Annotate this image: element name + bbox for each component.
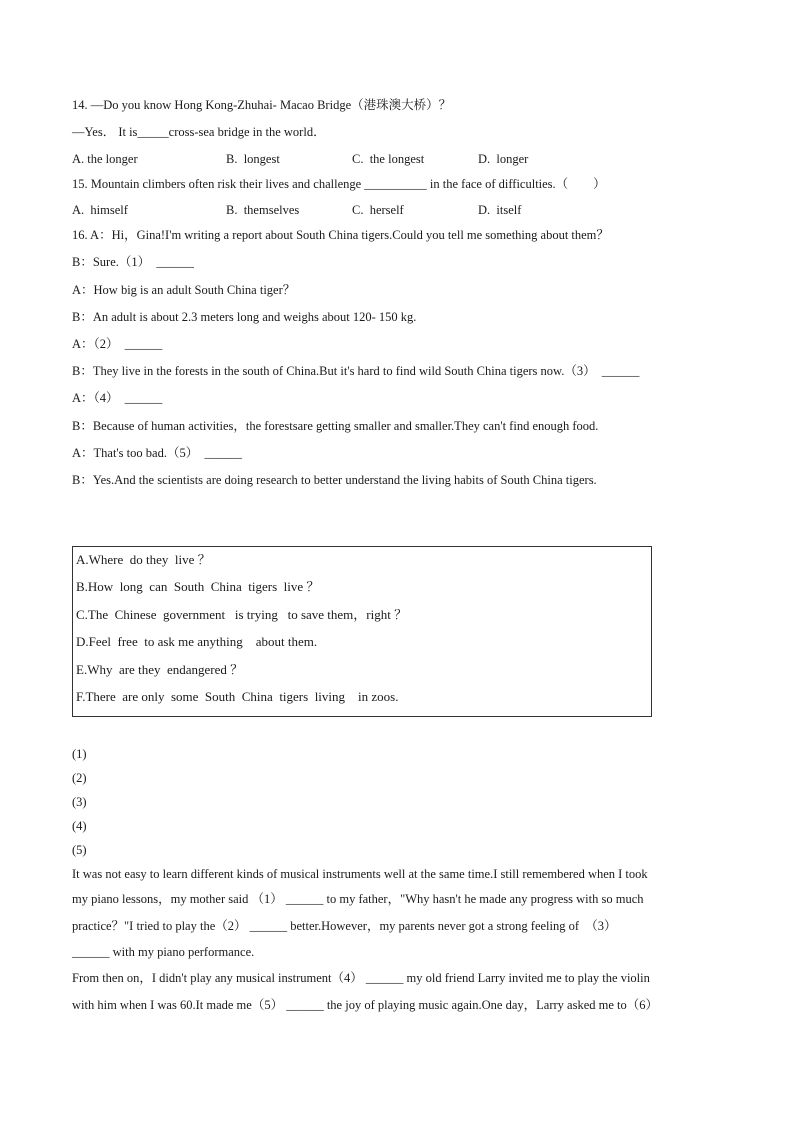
answer-number: (3) [72, 795, 87, 809]
q16-dialogue-line: B：Sure.（1） ______ [72, 255, 194, 269]
q15-option-b: B. themselves [226, 203, 300, 217]
q15-option-a: A. himself [72, 203, 128, 217]
q14-answer-line: —Yes． It is_____cross-sea bridge in the world． [72, 125, 326, 139]
choice-a: A.Where do they live ？ [76, 552, 211, 567]
q15-question: 15. Mountain climbers often risk their lives and challenge __________ in the face of difficulties.（ ） [72, 177, 606, 191]
choice-d: D.Feel free to ask me anything about them. [76, 634, 318, 649]
q14-question: 14. —Do you know Hong Kong-Zhuhai- Macao Bridge（港珠澳大桥）？ [72, 98, 452, 112]
q16-dialogue-line: A：（2） ______ [72, 337, 163, 351]
q16-dialogue-line: B：An adult is about 2.3 meters long and weighs about 120- 150 kg. [72, 310, 417, 324]
passage-line: ______ with my piano performance. [72, 945, 255, 959]
q14-option-b: B. longest [226, 152, 280, 166]
choices-box [72, 546, 652, 717]
q16-dialogue-line: B：Because of human activities，the forestsare getting smaller and smaller.They can't find enough food. [72, 419, 599, 433]
choice-c: C.The Chinese government is trying to save them，right ？ [76, 607, 408, 622]
q15-option-d: D. itself [478, 203, 522, 217]
choice-f: F.There are only some South China tigers living in zoos. [76, 689, 399, 704]
passage-line: with him when I was 60.It made me（5） ______ the joy of playing music again.One day，Larry asked me to（6） [72, 998, 658, 1012]
passage-line: From then on，I didn't play any musical instrument（4） ______ my old friend Larry invited me to play the violin [72, 971, 650, 985]
passage-line: practice？"I tried to play the（2） ______ better.However，my parents never got a strong feeling of （3） [72, 919, 617, 933]
choice-e: E.Why are they endangered ？ [76, 662, 244, 677]
passage-line: It was not easy to learn different kinds of musical instruments well at the same time.I still remembered when I took [72, 867, 648, 881]
q16-dialogue-line: B：They live in the forests in the south of China.But it's hard to find wild South China tigers now.（3） ______ [72, 364, 640, 378]
passage-line: my piano lessons，my mother said （1） ______ to my father，"Why hasn't he made any progress with so much [72, 892, 644, 906]
q14-option-a: A. the longer [72, 152, 138, 166]
answer-number: (5) [72, 843, 87, 857]
choice-b: B.How long can South China tigers live ？ [76, 579, 320, 594]
q15-option-c: C. herself [352, 203, 404, 217]
answer-number: (2) [72, 771, 87, 785]
q16-dialogue-line: A：That's too bad.（5） ______ [72, 446, 242, 460]
q14-option-c: C. the longest [352, 152, 425, 166]
q14-option-d: D. longer [478, 152, 529, 166]
q16-dialogue-line: A：（4） ______ [72, 391, 163, 405]
answer-number: (1) [72, 747, 87, 761]
q16-dialogue-line: B：Yes.And the scientists are doing research to better understand the living habits of South China tigers. [72, 473, 597, 487]
answer-number: (4) [72, 819, 87, 833]
q16-dialogue-line: 16. A：Hi，Gina!I'm writing a report about South China tigers.Could you tell me something about them？ [72, 228, 609, 242]
q16-dialogue-line: A：How big is an adult South China tiger？ [72, 283, 296, 297]
